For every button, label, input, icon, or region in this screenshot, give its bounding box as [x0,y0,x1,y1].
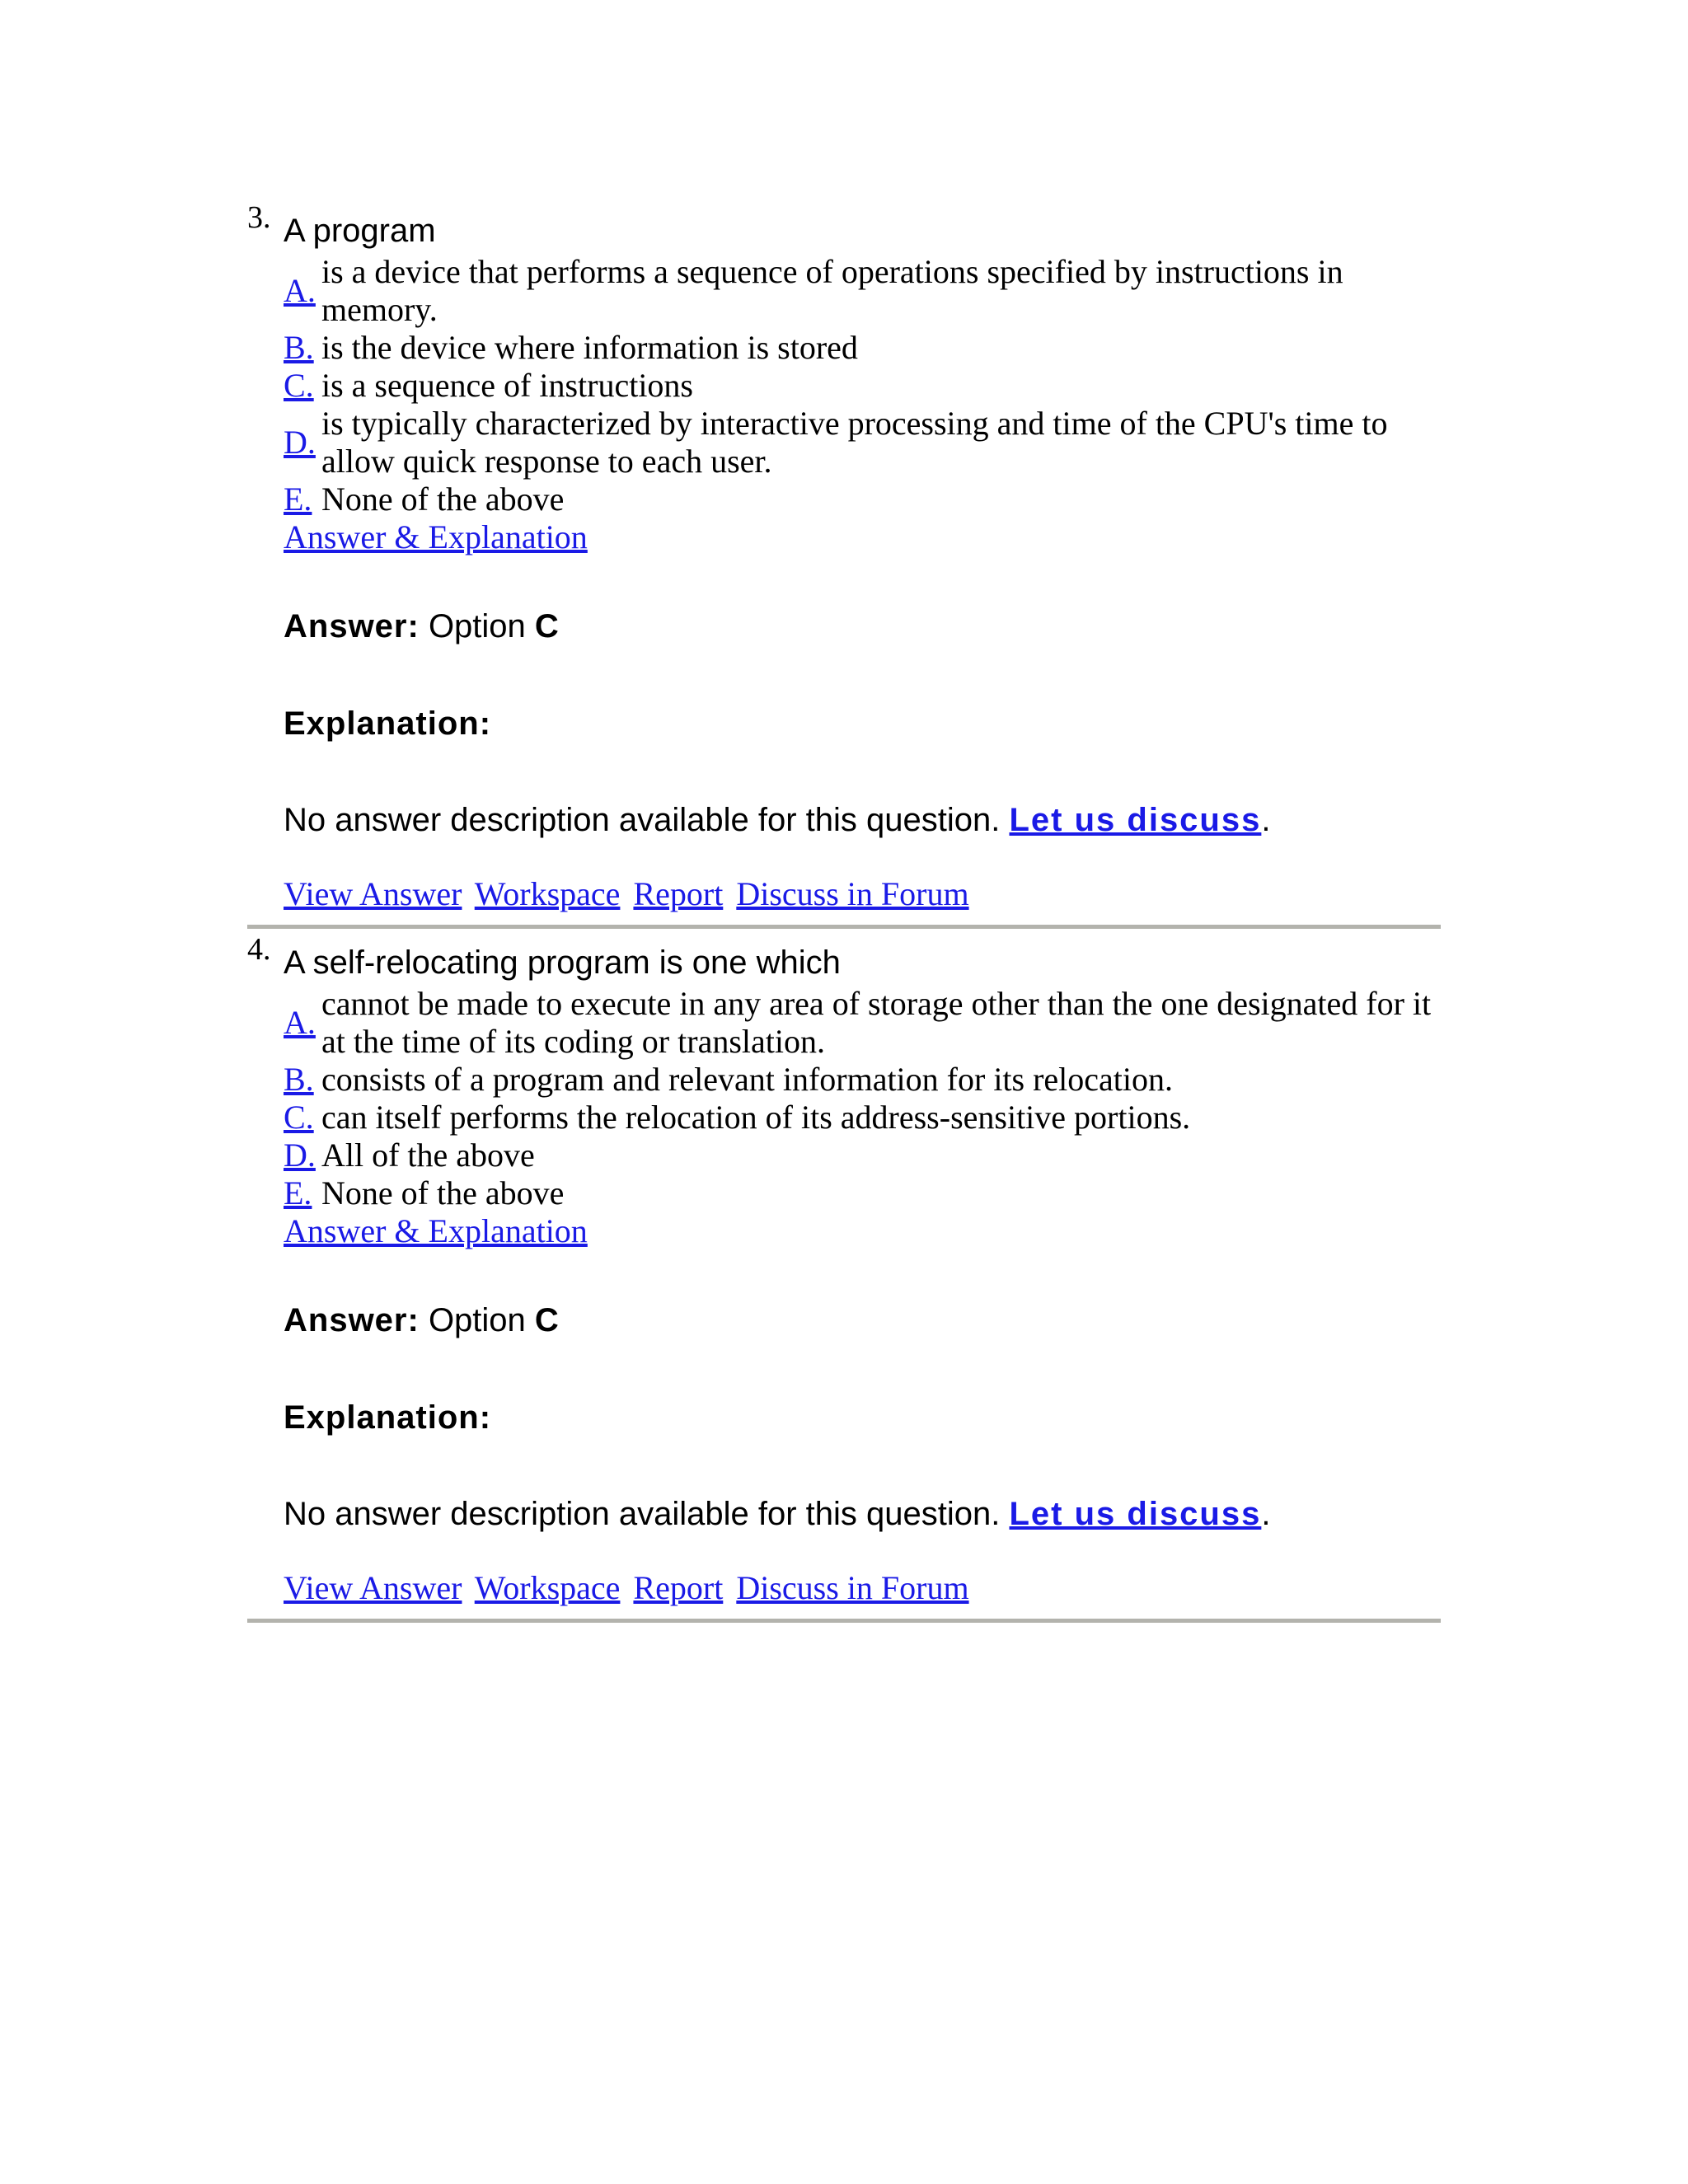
option-b-link[interactable]: B. [284,329,314,366]
answer-block [284,606,1437,841]
question-body [284,210,1437,913]
option-d-link[interactable]: D. [284,1137,316,1174]
explanation-text: No answer description available for this question. [284,802,1001,838]
answer-value: C [534,1302,560,1338]
option-e-text: None of the above [321,480,565,518]
answer-line [284,606,1437,647]
option-a [284,253,1437,329]
workspace-link[interactable]: Workspace [474,875,621,912]
answer-label: Answer: [284,1302,420,1338]
question-number: 3. [247,200,271,235]
let-us-discuss-link[interactable]: Let us discuss [1009,1496,1262,1532]
option-b-link[interactable]: B. [284,1061,314,1098]
question-number: 4. [247,932,271,967]
option-e-link[interactable]: E. [284,480,312,518]
answer-line [284,1300,1437,1341]
option-a-link[interactable]: A. [284,272,316,309]
discuss-forum-link[interactable]: Discuss in Forum [736,875,969,912]
discuss-suffix: . [1261,802,1271,838]
discuss-forum-link[interactable]: Discuss in Forum [736,1569,969,1606]
option-d-link[interactable]: D. [284,424,316,461]
question-divider [247,1619,1441,1623]
explanation-label: Explanation: [284,705,492,742]
explanation-text: No answer description available for this question. [284,1496,1001,1532]
option-a-text: cannot be made to execute in any area of storage other than the one designated for it at the time of its coding or translation. [321,985,1432,1060]
answer-explanation-link[interactable]: Answer & Explanation [284,518,588,555]
report-link[interactable]: Report [633,1569,724,1606]
answer-block [284,1300,1437,1535]
answer-label: Answer: [284,608,420,644]
explanation-text-line [284,1493,1437,1535]
workspace-link[interactable]: Workspace [474,1569,621,1606]
option-e [284,480,1437,518]
option-a [284,985,1437,1061]
option-d [284,405,1437,480]
option-d-text: is typically characterized by interactive processing and time of the CPU's time to allow quick response to each user. [321,405,1388,480]
option-b [284,1061,1437,1099]
option-b [284,329,1437,367]
option-c [284,1099,1437,1137]
option-c-text: can itself performs the relocation of its address-sensitive portions. [321,1099,1191,1136]
option-d [284,1137,1437,1174]
footer-links [284,1569,1437,1607]
option-b-text: consists of a program and relevant information for its relocation. [321,1061,1174,1098]
option-c-link[interactable]: C. [284,1099,314,1136]
report-link[interactable]: Report [633,875,724,912]
option-d-text: All of the above [321,1137,535,1174]
option-a-text: is a device that performs a sequence of operations specified by instructions in memory. [321,253,1343,328]
question-text: A self-relocating program is one which [284,944,841,981]
answer-explanation-link[interactable]: Answer & Explanation [284,1212,588,1249]
footer-links [284,875,1437,913]
option-e [284,1174,1437,1212]
option-c [284,367,1437,405]
explanation-text-line [284,799,1437,841]
question-text: A program [284,213,436,249]
let-us-discuss-link[interactable]: Let us discuss [1009,802,1262,838]
explanation-label: Explanation: [284,1399,492,1436]
discuss-suffix: . [1261,1496,1271,1532]
option-b-text: is the device where information is stored [321,329,858,366]
question-divider [247,925,1441,929]
option-a-link[interactable]: A. [284,1004,316,1041]
answer-prefix: Option [428,608,526,644]
question-body [284,942,1437,1607]
view-answer-link[interactable]: View Answer [284,875,462,912]
option-c-text: is a sequence of instructions [321,367,693,404]
answer-prefix: Option [428,1302,526,1338]
answer-value: C [534,608,560,644]
option-e-link[interactable]: E. [284,1174,312,1212]
option-c-link[interactable]: C. [284,367,314,404]
view-answer-link[interactable]: View Answer [284,1569,462,1606]
option-e-text: None of the above [321,1174,565,1212]
